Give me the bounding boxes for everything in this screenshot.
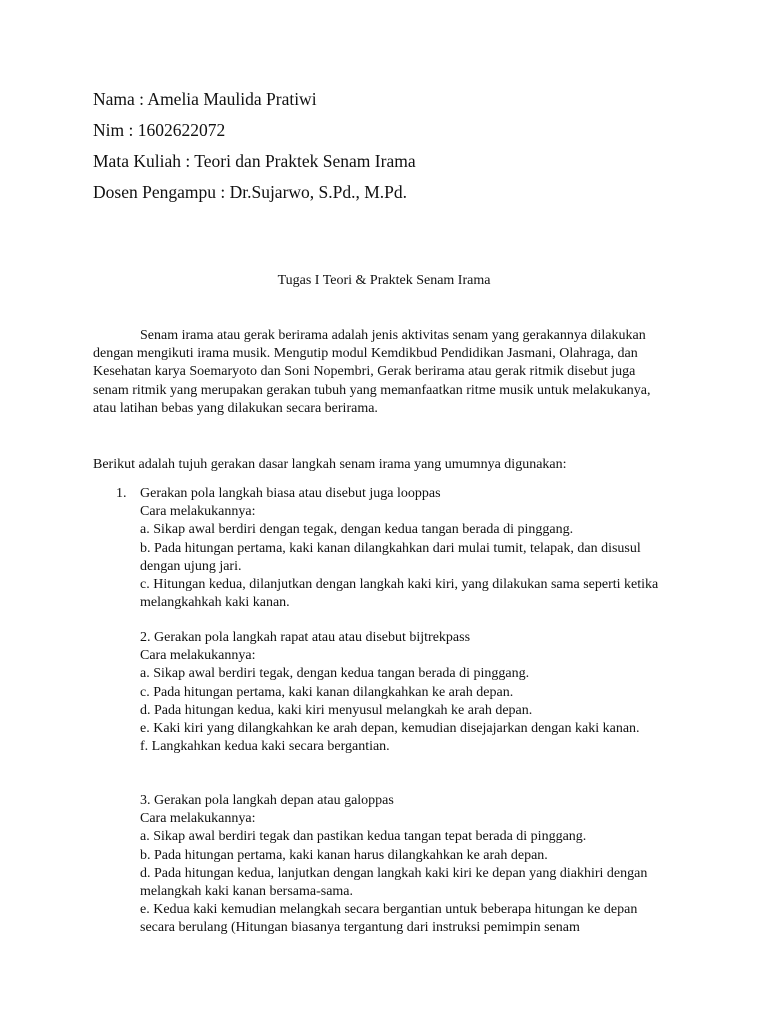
item1-line: c. Hitungan kedua, dilanjutkan dengan langkah kaki kiri, yang dilakukan sama seperti ketika melangkahkah kaki kanan.: [140, 577, 659, 611]
item2-line: c. Pada hitungan pertama, kaki kanan dilangkahkan ke arah depan.: [140, 684, 514, 700]
student-id: Nim : 1602622072: [93, 120, 226, 140]
course-name: Mata Kuliah : Teori dan Praktek Senam Irama: [93, 151, 416, 171]
list-lead-sentence: Berikut adalah tujuh gerakan dasar langkah senam irama yang umumnya digunakan:: [93, 457, 567, 472]
item1-line: b. Pada hitungan pertama, kaki kanan dilangkahkan dari mulai tumit, telapak, dan disusul dengan ujung jari.: [140, 540, 641, 574]
list-item-2: [140, 629, 675, 756]
item2-line: e. Kaki kiri yang dilangkahkan ke arah depan, kemudian disejajarkan dengan kaki kanan.: [140, 721, 640, 737]
student-name: Nama : Amelia Maulida Pratiwi: [93, 89, 317, 109]
list-item-3: [140, 792, 675, 938]
item3-line: b. Pada hitungan pertama, kaki kanan harus dilangkahkan ke arah depan.: [140, 847, 548, 863]
item2-line: f. Langkahkan kedua kaki secara bergantian.: [140, 739, 390, 755]
item1-line: Cara melakukannya:: [140, 504, 256, 520]
intro-paragraph: Senam irama atau gerak berirama adalah jenis aktivitas senam yang gerakannya dilakukan dengan mengikuti irama musik. Mengutip modul Kemdikbud Pendidikan Jasmani, Olahraga, dan Kesehatan karya Soemaryoto dan Soni Nopembri, Gerak berirama atau gerak ritmik disebut juga senam ritmik yang merupakan gerakan tubuh yang memanfaatkan ritme musik untuk melakukanya, atau latihan bebas yang dilakukan secara berirama.: [93, 328, 651, 416]
item3-heading: 3. Gerakan pola langkah depan atau galoppas: [140, 793, 394, 808]
document-title: Tugas I Teori & Praktek Senam Irama: [277, 273, 491, 288]
item2-line: d. Pada hitungan kedua, kaki kiri menyusul melangkah ke arah depan.: [140, 702, 533, 718]
lecturer-name: Dosen Pengampu : Dr.Sujarwo, S.Pd., M.Pd.: [93, 182, 408, 202]
item3-line: a. Sikap awal berdiri tegak dan pastikan kedua tangan tepat berada di pinggang.: [140, 829, 587, 845]
item3-line: Cara melakukannya:: [140, 811, 256, 827]
list-number-1: 1.: [116, 486, 127, 501]
item1-line: a. Sikap awal berdiri dengan tegak, dengan kedua tangan berada di pinggang.: [140, 522, 574, 538]
item2-line: Cara melakukannya:: [140, 648, 256, 664]
item2-heading: 2. Gerakan pola langkah rapat atau atau disebut bijtrekpass: [140, 630, 471, 645]
item2-line: a. Sikap awal berdiri tegak, dengan kedua tangan berada di pinggang.: [140, 666, 530, 682]
item3-line: d. Pada hitungan kedua, lanjutkan dengan langkah kaki kiri ke depan yang diakhiri dengan melangkah kaki kanan bersama-sama.: [140, 865, 648, 900]
item3-line: e. Kedua kaki kemudian melangkah secara bergantian untuk beberapa hitungan ke depan secara berulang (Hitungan biasanya tergantung dari instruksi pemimpin senam: [140, 902, 638, 936]
list-item-1: [140, 485, 675, 612]
item1-heading: Gerakan pola langkah biasa atau disebut juga looppas: [140, 486, 441, 501]
